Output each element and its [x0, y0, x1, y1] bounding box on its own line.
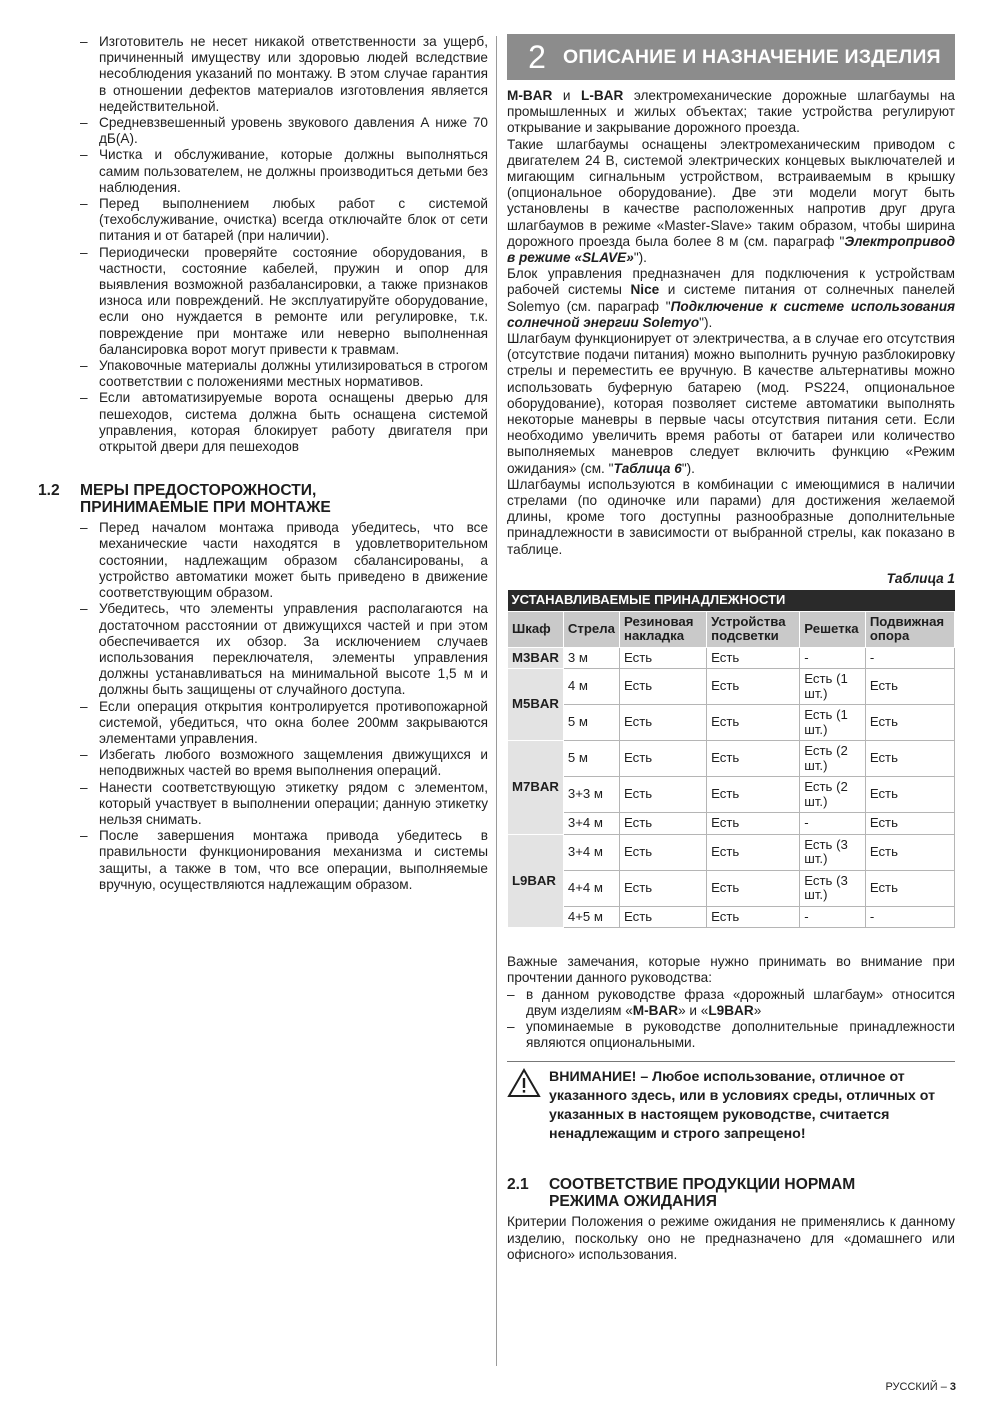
- table-cell: Есть: [865, 741, 954, 777]
- section-title-line1: МЕРЫ ПРЕДОСТОРОЖНОСТИ,: [80, 482, 317, 500]
- notes-block: [507, 954, 955, 1051]
- list-item: – Упаковочные материалы должны утилизироваться в строгом соответствии с положениями местных нормативов.: [80, 358, 488, 390]
- list-item: – Перед выполнением любых работ с системой (техобслуживание, очистка) всегда отключайте блок от сети питания и от батарей (при наличии).: [80, 196, 488, 245]
- table-cell: -: [865, 647, 954, 669]
- table-cell: Есть: [619, 647, 706, 669]
- column-header: Решетка: [800, 611, 866, 647]
- table-cell: Есть: [619, 870, 706, 906]
- list-item: – Если автоматизируемые ворота оснащены дверью для пешеходов, система должна быть оснащена системой управления, которая блокирует работу двигателя при открытой двери для пешеходов: [80, 390, 488, 455]
- paragraph-intro: [507, 88, 955, 137]
- table-body: [508, 647, 955, 928]
- text: и системе питания от солнечных панелей Solemyo (см. параграф ": [507, 282, 955, 314]
- table-cell: Есть: [707, 906, 800, 928]
- table-cell: 4+4 м: [563, 870, 619, 906]
- section-title-line2: ПРИНИМАЕМЫЕ ПРИ МОНТАЖЕ: [80, 499, 331, 517]
- left-column: [38, 34, 488, 893]
- list-item: – Если операция открытия контролируется противопожарной системой, убедиться, что окна более 200мм закрываются элементами управления.: [80, 699, 488, 748]
- table-cell: 3+3 м: [563, 777, 619, 813]
- paragraph-drive: [507, 137, 955, 267]
- text: ").: [633, 250, 647, 266]
- table-cell: Есть: [707, 669, 800, 705]
- cross-reference: Таблица 6: [613, 460, 682, 476]
- table-cell: Есть: [619, 669, 706, 705]
- table-row: [508, 777, 955, 813]
- table-cell: 3+4 м: [563, 813, 619, 835]
- table-cell: Есть (2 шт.): [800, 777, 866, 813]
- warning-box: [507, 1061, 955, 1144]
- text: Блок управления предназначен для подключения к устройствам рабочей системы: [507, 266, 955, 298]
- cross-reference: Подключение к системе использования солнечной энергии Solemyo: [507, 298, 956, 330]
- table-cell: Есть: [619, 777, 706, 813]
- column-header: Подвижная опора: [865, 611, 954, 647]
- table-column-headers: [508, 611, 955, 647]
- accessories-table: [507, 590, 955, 928]
- table-row: [508, 647, 955, 669]
- list-item: – упоминаемые в руководстве дополнительные принадлежности являются опциональными.: [507, 1019, 955, 1051]
- table-cell: 4 м: [563, 669, 619, 705]
- list-item: – Чистка и обслуживание, которые должны выполняться самим пользователем, не должны производиться детьми без наблюдения.: [80, 147, 488, 196]
- list-item: – После завершения монтажа привода убедитесь в правильности функционирования механизма и системы защиты, а также в том, что все операции, выполняемые вручную, осуществляются надлежащим образом.: [80, 828, 488, 893]
- notes-intro: Важные замечания, которые нужно принимать во внимание при прочтении данного руководства:: [507, 954, 955, 986]
- cross-reference: Электропривод в режиме «SLAVE»: [507, 233, 955, 266]
- brand-name: Nice: [630, 282, 660, 298]
- column-header: Стрела: [563, 611, 619, 647]
- text: в данном руководстве фраза «дорожный шлагбаум» относится двум изделиям «: [526, 986, 955, 1018]
- table-row: [508, 669, 955, 705]
- product-name: M-BAR: [507, 88, 553, 103]
- section-1-2-heading: [38, 482, 488, 517]
- list-item: – Изготовитель не несет никакой ответственности за ущерб, причиненный имуществу или здоровью людей вследствие несоблюдения указаний по монтажу. В этом случае гарантия в отношении дефектов материалов изготовления является недействительной.: [80, 34, 488, 115]
- chapter-number: 2: [528, 38, 546, 75]
- table-row: [508, 906, 955, 928]
- table-cell: Есть: [865, 834, 954, 870]
- table-cell: Есть: [865, 870, 954, 906]
- table-header: УСТАНАВЛИВАЕМЫЕ ПРИНАДЛЕЖНОСТИ: [508, 590, 955, 611]
- page-footer: [860, 1379, 956, 1395]
- table-row: [508, 741, 955, 777]
- list-item: – Нанести соответствующую этикетку рядом с элементом, который участвует в выполнении операции; данную этикетку нельзя снимать.: [80, 780, 488, 829]
- list-item: – Периодически проверяйте состояние оборудования, в частности, состояние кабелей, пружин и опор для выявления возможной разбалансировки, а также признаков износа или повреждений. Не эксплуатируйте оборудование, если оно нуждается в ремонте или регулировке, т.к. повреждение при монтаже или неверно выполненная балансировка ворот могут привести к травмам.: [80, 245, 488, 358]
- chapter-banner: [507, 34, 955, 80]
- model-cell: M5BAR: [508, 669, 564, 741]
- table-cell: Есть: [707, 647, 800, 669]
- notes-list: [507, 987, 955, 1052]
- table-cell: Есть (1 шт.): [800, 705, 866, 741]
- section-title-line1: СООТВЕТСТВИЕ ПРОДУКЦИИ НОРМАМ: [549, 1176, 856, 1194]
- table-cell: Есть: [865, 813, 954, 835]
- text: ").: [699, 314, 713, 330]
- table-caption: Таблица 1: [886, 570, 955, 586]
- paragraph-booms: Шлагбаумы используются в комбинации с имеющимися в наличии стрелами (по одиночке или парами) для достижения желаемой длины, кроме того доступны разнообразные дополнительные принадлежности в зависимости от выбранной стрелы, как показано в таблице.: [507, 476, 955, 557]
- table-row: [508, 834, 955, 870]
- table-cell: Есть: [619, 813, 706, 835]
- table-cell: Есть (3 шт.): [800, 834, 866, 870]
- table-cell: Есть: [707, 705, 800, 741]
- intro-list: [80, 34, 488, 455]
- model-cell: M7BAR: [508, 741, 564, 835]
- table-cell: 3 м: [563, 647, 619, 669]
- right-column: [507, 34, 955, 1263]
- model-cell: L9BAR: [508, 834, 564, 928]
- text: Такие шлагбаумы оснащены электромеханическим приводом с двигателем 24 В, системой электрических концевых выключателей и мигающим сигнальным устройством, встраиваемым в крышку (опциональное оборудование). Две эти модели могут быть установлены в качестве расположенных напротив друг друга шлагбаумов в режиме «Master-Slave» таким образом, чтобы ширина дорожного проезда была более 8 м (см. параграф ": [507, 136, 955, 249]
- text: »: [753, 1002, 762, 1018]
- warning-text: ВНИМАНИЕ! – Любое использование, отличное от указанного здесь, или в условиях среды, отличных от указанных в настоящем руководстве, считается ненадлежащим и строго запрещено!: [549, 1069, 936, 1143]
- table-cell: 5 м: [563, 741, 619, 777]
- table-cell: Есть: [707, 777, 800, 813]
- paragraph-standby: Критерии Положения о режиме ожидания не применялись к данному изделию, поскольку оно не предназначено для «домашнего или офисного» использования.: [507, 1214, 955, 1262]
- section-number: 2.1: [507, 1176, 529, 1194]
- table-cell: -: [800, 906, 866, 928]
- table-cell: Есть: [619, 705, 706, 741]
- table-cell: -: [800, 813, 866, 835]
- text: » и «: [678, 1002, 709, 1018]
- table-cell: Есть: [865, 669, 954, 705]
- table-cell: Есть (1 шт.): [800, 669, 866, 705]
- table-cell: Есть: [619, 834, 706, 870]
- table-cell: Есть: [707, 834, 800, 870]
- list-item: [507, 987, 955, 1019]
- list-item: – Избегать любого возможного защемления движущихся и неподвижных частей во время выполнения операций.: [80, 747, 488, 779]
- product-name: L-BAR: [581, 88, 624, 103]
- table-row: [508, 870, 955, 906]
- list-item: – Убедитесь, что элементы управления располагаются на достаточном расстоянии от движущихся частей и при этом обеспечивается их обзор. За исключением случаев использования переключателя, элементы управления должны устанавливаться на минимальной высоте 1,5 м и должны быть защищены от случайного доступа.: [80, 601, 488, 698]
- table-cell: Есть: [865, 777, 954, 813]
- table-cell: 3+4 м: [563, 834, 619, 870]
- table-cell: Есть: [619, 906, 706, 928]
- table-cell: Есть: [619, 741, 706, 777]
- paragraph-power: [507, 331, 955, 477]
- text: Шлагбаум функционирует от электричества, а в случае его отсутствия (отсутствие подачи питания) можно выполнить ручную разблокировку стрелы и переместить ее вручную. В качестве альтернативы можно использовать буферную батарею (мод. PS224, опциональное оборудование), которая позволяет системе автоматики выполнять некоторые маневры в первые часы отсутствия питания сети. Если необходимо увеличить время работы от батареи или количество выполняемых маневров следует включить функцию «Режим ожидания» (см. ": [507, 331, 955, 476]
- column-divider: [496, 36, 497, 1366]
- text: и: [552, 88, 582, 103]
- product-name: M-BAR: [632, 1002, 679, 1018]
- product-name: L9BAR: [708, 1002, 754, 1018]
- table-cell: Есть (3 шт.): [800, 870, 866, 906]
- table-cell: Есть (2 шт.): [800, 741, 866, 777]
- table-row: [508, 813, 955, 835]
- table-cell: Есть: [865, 705, 954, 741]
- text: ").: [681, 460, 695, 476]
- model-cell: M3BAR: [508, 647, 564, 669]
- table-cell: 5 м: [563, 705, 619, 741]
- table-cell: Есть: [707, 870, 800, 906]
- table-cell: -: [865, 906, 954, 928]
- mounting-precautions-list: [80, 520, 488, 893]
- column-header: Устройства подсветки: [707, 611, 800, 647]
- list-item: – Средневзвешенный уровень звукового давления А ниже 70 дБ(А).: [80, 115, 488, 147]
- chapter-title: ОПИСАНИЕ И НАЗНАЧЕНИЕ ИЗДЕЛИЯ: [563, 45, 941, 68]
- table-cell: -: [800, 647, 866, 669]
- table-cell: Есть: [707, 813, 800, 835]
- section-number: 1.2: [38, 482, 60, 500]
- column-header: Резиновая накладка: [619, 611, 706, 647]
- footer-language: РУССКИЙ –: [885, 1381, 950, 1393]
- warning-triangle-icon: [507, 1068, 549, 1144]
- paragraph-control-unit: [507, 266, 955, 331]
- section-title-line2: РЕЖИМА ОЖИДАНИЯ: [549, 1193, 717, 1211]
- table-cell: Есть: [707, 741, 800, 777]
- table-cell: 4+5 м: [563, 906, 619, 928]
- table-row: [508, 705, 955, 741]
- text: электромеханические дорожные шлагбаумы на промышленных и жилых объектах; такие устройства регулируют открывание и закрывание дорожного проезда.: [507, 88, 955, 136]
- list-item: – Перед началом монтажа привода убедитесь, что все механические части находятся в удовлетворительном состоянии, надлежащим образом сбалансированы, а устройство автоматики может быть приведено в движение соответствующим образом.: [80, 520, 488, 601]
- column-header: Шкаф: [508, 611, 564, 647]
- section-2-1-heading: [507, 1176, 955, 1211]
- page-number: 3: [949, 1381, 956, 1393]
